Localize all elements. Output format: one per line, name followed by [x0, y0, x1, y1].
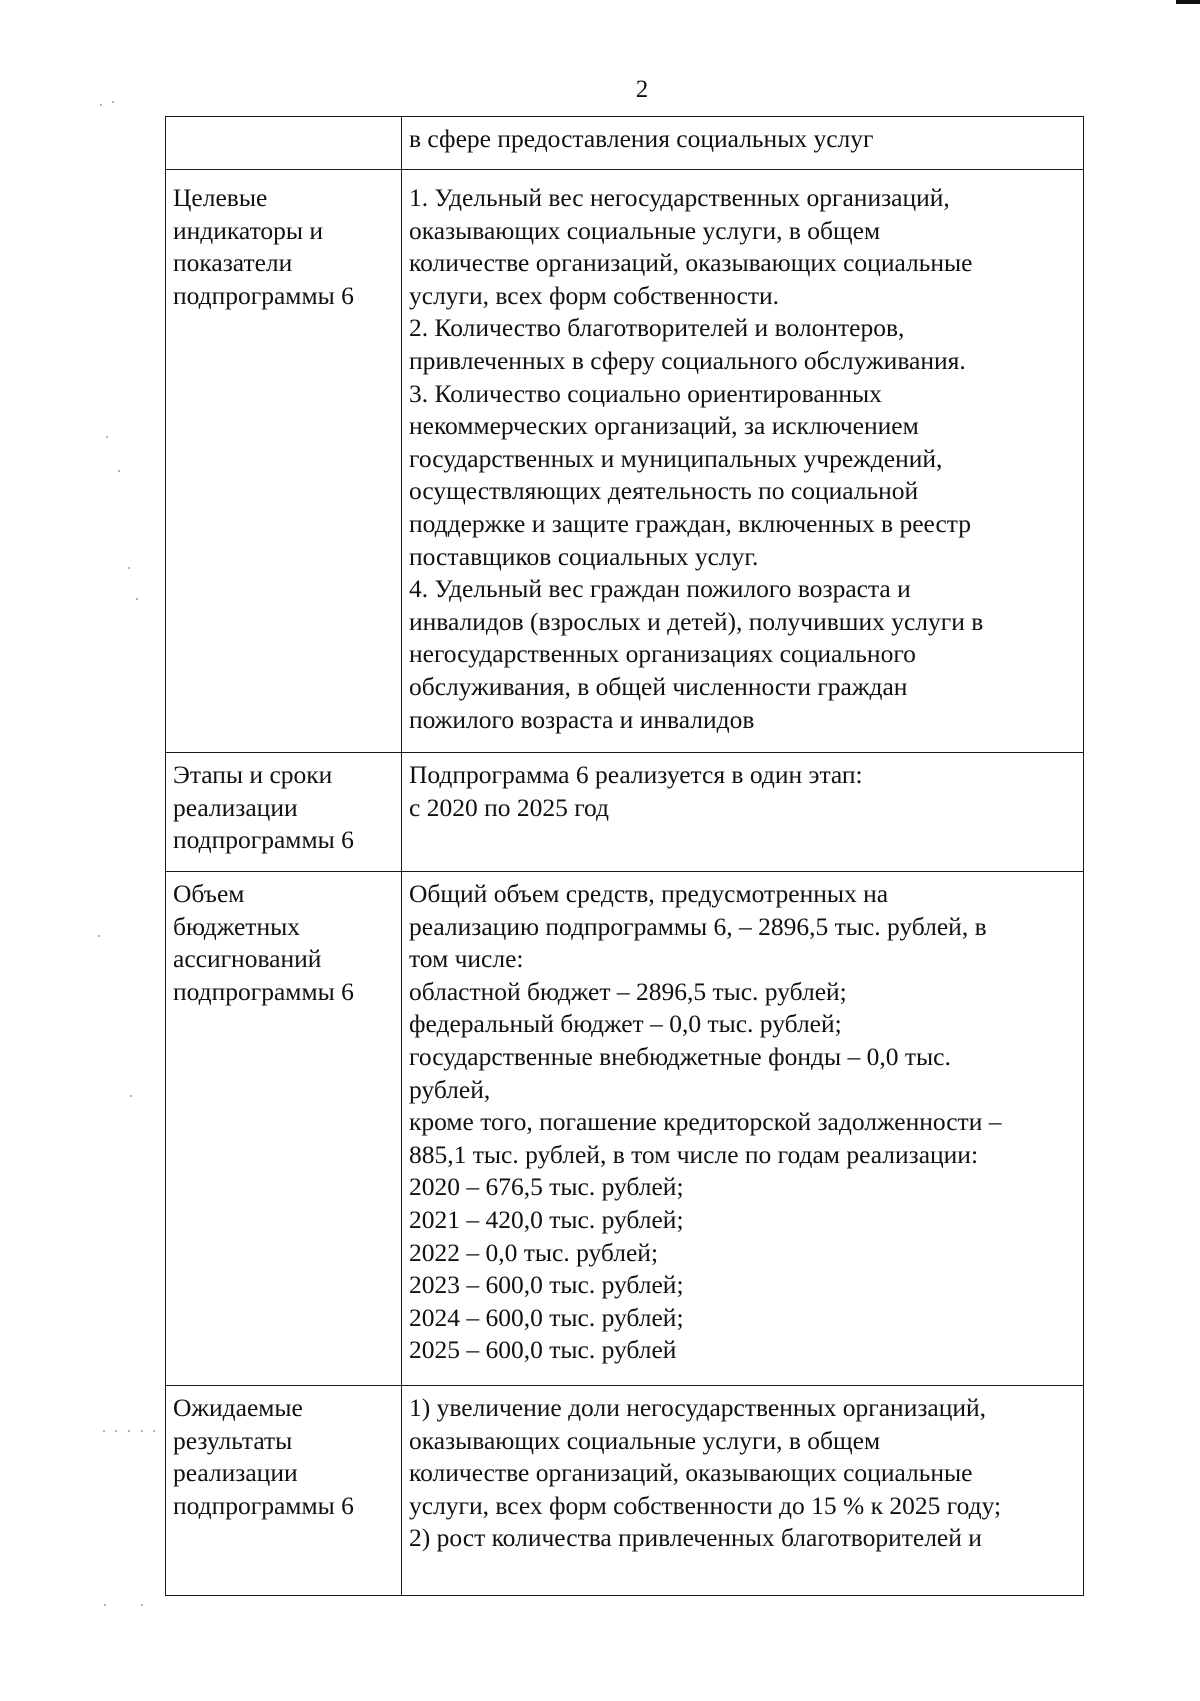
content-line: 2021 – 420,0 тыс. рублей; [409, 1204, 684, 1234]
scan-dot [100, 104, 102, 106]
label-line: бюджетных [173, 911, 300, 941]
content-line: некоммерческих организаций, за исключением [409, 411, 919, 441]
label-line: результаты [173, 1425, 293, 1455]
page-number: 2 [635, 76, 649, 103]
scan-dot [141, 1604, 143, 1606]
table-row [166, 872, 1084, 1386]
scan-dot [128, 1430, 130, 1432]
content-line: 1. Удельный вес негосударственных организаций, [409, 183, 950, 212]
content-line: 2024 – 600,0 тыс. рублей; [409, 1302, 684, 1332]
scan-dot [130, 1095, 132, 1097]
content-line: с 2020 по 2025 год [409, 792, 610, 822]
label-line: подпрограммы 6 [173, 280, 354, 310]
row-content-cell [402, 872, 1084, 1386]
label-line: Целевые [173, 183, 268, 212]
scan-dot [115, 1430, 117, 1432]
content-line: услуги, всех форм собственности до 15 % к 2025 году; [409, 1490, 1002, 1520]
content-line: Подпрограмма 6 реализуется в один этап: [409, 760, 863, 789]
content-line: инвалидов (взрослых и детей), получивших услуги в [409, 606, 984, 636]
content-line: осуществляющих деятельность по социальной [409, 476, 919, 506]
content-line: 2. Количество благотворителей и волонтеров, [409, 313, 905, 343]
content-line: том числе: [409, 944, 524, 974]
table-row [166, 170, 1084, 753]
content-line: пожилого возраста и инвалидов [409, 704, 755, 734]
label-line: подпрограммы 6 [173, 1490, 354, 1520]
content-line: областной бюджет – 2896,5 тыс. рублей; [409, 976, 847, 1006]
content-line: негосударственных организациях социального [409, 639, 916, 669]
label-line: Объем [173, 879, 245, 908]
content-line: 885,1 тыс. рублей, в том числе по годам реализации: [409, 1139, 979, 1169]
scan-dot [104, 1604, 106, 1606]
row-label-cell [166, 753, 402, 872]
row-content-cell [402, 753, 1084, 872]
row-label-cell [166, 872, 402, 1386]
content-line: 2020 – 676,5 тыс. рублей; [409, 1172, 684, 1202]
content-line: привлеченных в сферу социального обслуживания. [409, 345, 966, 375]
label-line: ассигнований [173, 944, 322, 974]
label-line: индикаторы и [173, 215, 324, 245]
content-line: 4. Удельный вес граждан пожилого возраста и [409, 574, 911, 604]
scan-dot [106, 436, 108, 438]
content-line: оказывающих социальные услуги, в общем [409, 215, 881, 245]
content-line: 2) рост количества привлеченных благотворителей и [409, 1523, 982, 1553]
table-body [166, 117, 1084, 1596]
label-line: реализации [173, 792, 298, 822]
content-line: количестве организаций, оказывающих социальные [409, 1458, 973, 1488]
table-row [166, 753, 1084, 872]
content-line: в сфере предоставления социальных услуг [409, 124, 874, 153]
row-content-cell [402, 170, 1084, 753]
content-line: государственных и муниципальных учреждений, [409, 443, 943, 473]
scan-dot [141, 1430, 143, 1432]
label-line: Этапы и сроки [173, 760, 333, 789]
content-line: 2022 – 0,0 тыс. рублей; [409, 1237, 659, 1267]
scan-dot [98, 935, 100, 937]
subprogram-passport-table [165, 116, 1084, 1596]
content-line: государственные внебюджетные фонды – 0,0 тыс. [409, 1041, 951, 1071]
scan-dot [118, 470, 120, 472]
scan-dot [136, 598, 138, 600]
content-line: 1) увеличение доли негосударственных организаций, [409, 1393, 987, 1422]
content-line: 2025 – 600,0 тыс. рублей [409, 1335, 677, 1365]
content-line: кроме того, погашение кредиторской задолженности – [409, 1107, 1002, 1137]
content-line: поддержке и защите граждан, включенных в реестр [409, 508, 971, 538]
table-row [166, 117, 1084, 170]
content-line: обслуживания, в общей численности граждан [409, 671, 908, 701]
content-line: поставщиков социальных услуг. [409, 541, 759, 571]
row-content-cell [402, 117, 1084, 170]
content-line: рублей, [409, 1074, 491, 1104]
row-content-cell [402, 1386, 1084, 1596]
content-line: услуги, всех форм собственности. [409, 280, 780, 310]
scan-dot [128, 567, 130, 569]
row-label-cell [166, 170, 402, 753]
label-line: Ожидаемые [173, 1393, 303, 1422]
table-row [166, 1386, 1084, 1596]
label-line: реализации [173, 1458, 298, 1488]
content-line: реализацию подпрограммы 6, – 2896,5 тыс. рублей, в [409, 911, 987, 941]
content-line: количестве организаций, оказывающих социальные [409, 248, 973, 278]
page-corner-mark [1176, 0, 1200, 4]
content-line: 3. Количество социально ориентированных [409, 378, 882, 408]
content-line: 2023 – 600,0 тыс. рублей; [409, 1270, 684, 1300]
content-line: Общий объем средств, предусмотренных на [409, 879, 889, 908]
scan-dot [112, 101, 114, 103]
row-label-cell [166, 1386, 402, 1596]
scan-dot [103, 1430, 105, 1432]
row-label-cell [166, 117, 402, 170]
label-line: подпрограммы 6 [173, 976, 354, 1006]
scan-dot [153, 1430, 155, 1432]
label-line: показатели [173, 248, 293, 278]
content-line: федеральный бюджет – 0,0 тыс. рублей; [409, 1009, 842, 1039]
label-line: подпрограммы 6 [173, 825, 354, 855]
content-line: оказывающих социальные услуги, в общем [409, 1425, 881, 1455]
